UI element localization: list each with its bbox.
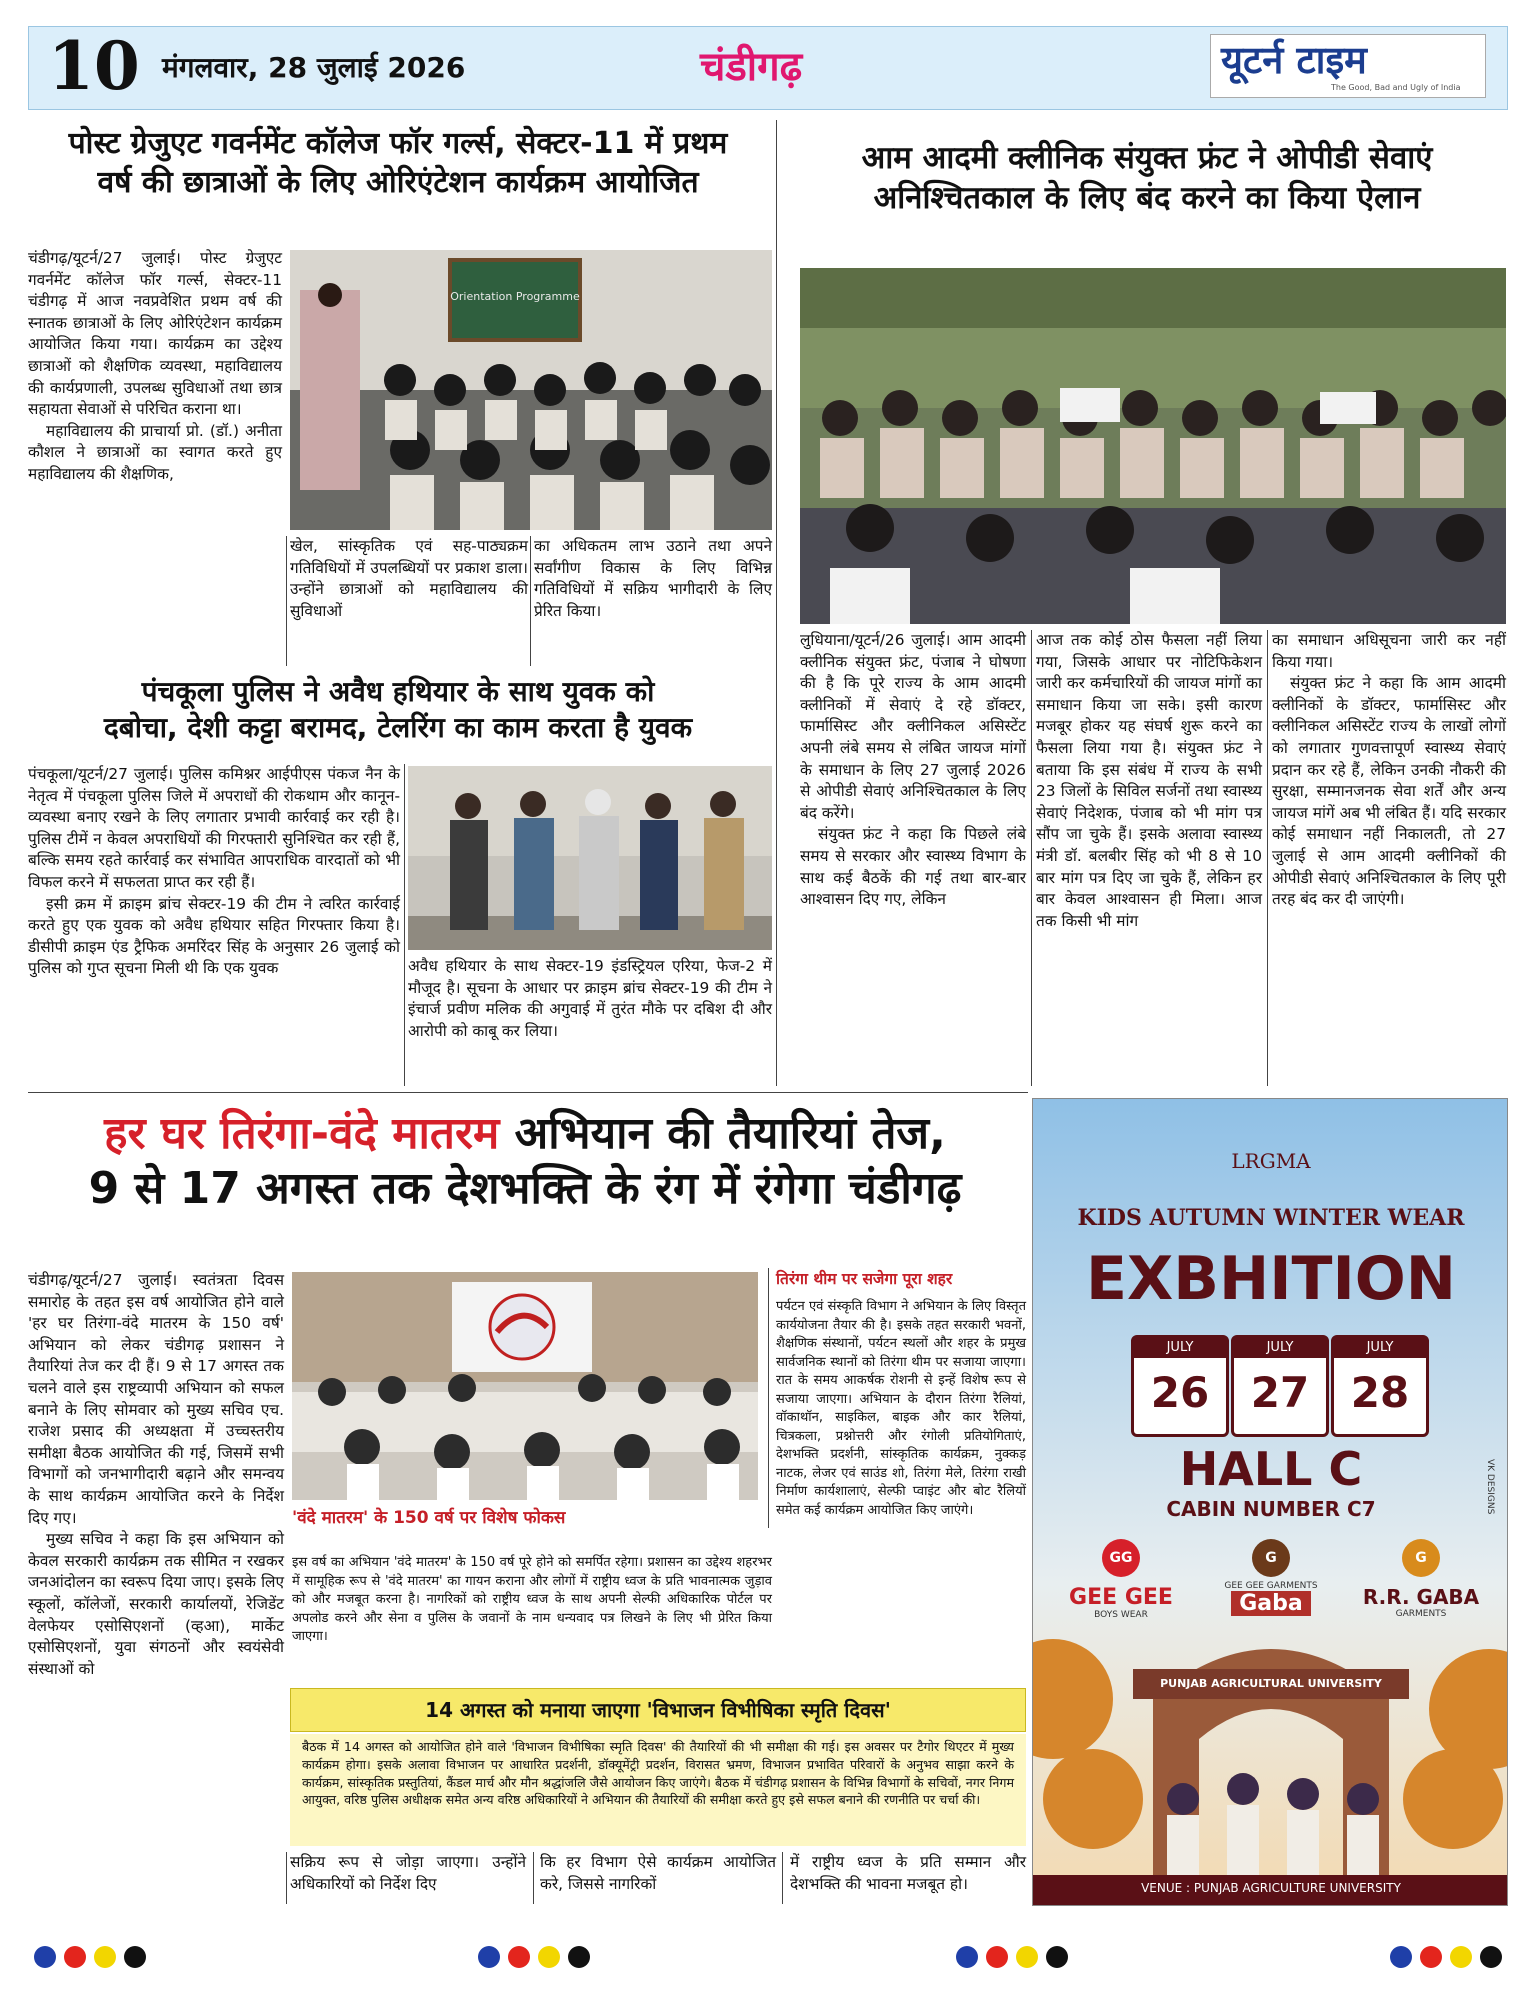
ad-venue: VENUE : PUNJAB AGRICULTURE UNIVERSITY — [1141, 1881, 1401, 1895]
sub1-text: इस वर्ष का अभियान 'वंदे मातरम' के 150 वर्ष पूरे होने को समर्पित रहेगा। प्रशासन का उद्देश्य शहरभर में सामूहिक रूप से 'वंदे मातरम' का गायन कराना और लोगों में राष्ट्रीय ध्वज के प्रति भावनात्मक जुड़ाव को और मजबूत करना है। नागरिकों को राष्ट्रीय ध्वज के साथ अपनी सेल्फी अधिकारिक पोर्टल पर अपलोड करने और सेना व पुलिस के जवानों के नाम धन्यवाद पत्र लिखने के लिए भी प्रेरित किया जाएगा। — [292, 1555, 772, 1644]
story4-headline: हर घर तिरंगा-वंदे मातरम अभियान की तैयारियां तेज, 9 से 17 अगस्त तक देशभक्ति के रंग में रंगेगा चंडीगढ़ — [88, 1108, 962, 1214]
blackboard-text: Orientation Programme — [450, 290, 580, 303]
sponsor-name: R.R. GABA — [1362, 1585, 1480, 1609]
ad-title-big: EXBHITION — [1086, 1244, 1456, 1314]
ad-date-month: JULY — [1234, 1338, 1326, 1358]
sponsor-badge: G — [1252, 1539, 1290, 1577]
sponsor-sub: GARMENTS — [1395, 1609, 1447, 1619]
story1-col2: खेल, सांस्कृतिक एवं सह-पाठ्यक्रम गतिविधियों में उपलब्धियों पर प्रकाश डाला। उन्होंने छात्राओं को महाविद्यालय की सुविधाओं — [290, 537, 528, 620]
sub1-title: 'वंदे मातरम' के 150 वर्ष पर विशेष फोकस — [292, 1508, 566, 1528]
col-rule — [286, 1852, 287, 1904]
story3-col1: लुधियाना/यूटर्न/26 जुलाई। आम आदमी क्लीनिक संयुक्त फ्रंट, पंजाब ने घोषणा की है कि पूरे राज्य के आम आदमी क्लीनिकों में सेवाएं दे रहे डॉक्टर, फार्मासिस्ट और क्लीनिकल असिस्टेंट अपनी लंबे समय से लंबित जायज मांगों के समाधान के लिए 27 जुलाई 2026 से ओपीडी सेवाएं अनिश्चितकाल के लिए बंद करेंगे। संयुक्त फ्रंट ने कहा कि पिछले लंबे समय से सरकार और स्वास्थ्य विभाग के साथ कई बैठकें की गई तथा बार-बार आश्वासन दिए गए, लेकिन — [800, 631, 1026, 909]
story1-photo — [290, 250, 772, 530]
registration-dots — [1390, 1946, 1502, 1968]
ad-cabin: CABIN NUMBER C7 — [1166, 1497, 1376, 1521]
sponsor-badge: GG — [1102, 1539, 1140, 1577]
column-divider — [776, 120, 777, 1086]
story4-col1: चंडीगढ़/यूटर्न/27 जुलाई। स्वतंत्रता दिवस समारोह के तहत इस वर्ष आयोजित होने वाले 'हर घर तिरंगा-वंदे मातरम के 150 वर्ष' अभियान को लेकर चंडीगढ़ प्रशासन ने तैयारियां तेज कर दी हैं। 9 से 17 अगस्त तक चलने वाले इस राष्ट्रव्यापी अभियान को सफल बनाने के लिए सोमवार को मुख्य सचिव एच. राजेश प्रसाद की अध्यक्षता में उच्चस्तरीय समीक्षा बैठक आयोजित की गई, जिसमें सभी विभागों को जनभागीदारी बढ़ाने और समन्वय के साथ कार्यक्रम आयोजित करने के निर्देश दिए गए। मुख्य सचिव ने कहा कि इस अभियान को केवल सरकारी कार्यक्रम तक सीमित न रखकर जनआंदोलन का स्वरूप दिया जाए। इसके लिए स्कूलों, कॉलेजों, सरकारी कार्यालयों, रेजिडेंट वेलफेयर एसोसिएशनों (व्हआ), मार्केट एसोसिएशनों, युवा संगठनों और स्वयंसेवी संस्थाओं को — [28, 1271, 284, 1678]
col-rule — [782, 1852, 783, 1904]
col-rule — [286, 536, 287, 666]
col-rule — [533, 1852, 534, 1904]
sub2-text: पर्यटन एवं संस्कृति विभाग ने अभियान के लिए विस्तृत कार्ययोजना तैयार की है। इसके तहत सरकारी भवनों, शैक्षणिक संस्थानों, पर्यटन स्थलों और शहर के प्रमुख सार्वजनिक स्थानों को तिरंगा थीम पर सजाया जाएगा। रात के समय आकर्षक रोशनी से इन्हें विशेष रूप से सजाया जाएगा। अभियान के दौरान तिरंगा रैलियां, वॉकाथॉन, साइकिल, बाइक और कार रैलियां, चित्रकला, प्रश्नोत्तरी और रंगोली प्रतियोगिताएं, देशभक्ति प्रदर्शनी, सांस्कृतिक कार्यक्रम, नुक्कड़ नाटक, लेजर एवं साउंड शो, तिरंगा मेले, तिरंगा राखी निर्माण कार्यशालाएं, सेल्फी प्वाइंट और बोट रैलियों समेत कई कार्यक्रम आयोजित किए जाएंगे। — [776, 1299, 1026, 1518]
story4-photo — [292, 1272, 758, 1500]
sponsor-badge: G — [1402, 1539, 1440, 1577]
newspaper-logo — [1210, 34, 1486, 98]
sponsor-rr-gaba — [1353, 1539, 1489, 1619]
ad-side-text: VK DESIGNS — [1485, 1459, 1495, 1515]
ad-date-day: 27 — [1250, 1368, 1310, 1417]
story2-col1: पंचकूला/यूटर्न/27 जुलाई। पुलिस कमिश्नर आईपीएस पंकज नैन के नेतृत्व में पंचकूला पुलिस जिले में अपराधों की रोकथाम और कानून-व्यवस्था बनाए रखने के लिए लगातार प्रभावी कार्रवाई कर रही है। पुलिस टीमें न केवल अपराधियों की गिरफ्तारी सुनिश्चित कर रही हैं, बल्कि समय रहते कार्रवाई कर संभावित आपराधिक वारदातों को भी विफल करने में सफलता प्राप्त कर रही हैं। इसी क्रम में क्राइम ब्रांच सेक्टर-19 की टीम ने त्वरित कार्रवाई करते हुए एक युवक को अवैध हथियार सहित गिरफ्तार किया है। डीसीपी क्राइम एंड ट्रैफिक अमरिंदर सिंह के अनुसार 26 जुलाई को पुलिस को गुप्त सूचना मिली थी कि एक युवक — [28, 765, 400, 978]
story1-col1: चंडीगढ़/यूटर्न/27 जुलाई। पोस्ट ग्रेजुएट गवर्नमेंट कॉलेज फॉर गर्ल्स, सेक्टर-11 चंडीगढ़ में आज नवप्रवेशित प्रथम वर्ष की स्नातक छात्राओं के लिए ओरिएंटेशन कार्यक्रम आयोजित किया गया। कार्यक्रम का उद्देश्य छात्राओं को शैक्षणिक व्यवस्था, महाविद्यालय की कार्यप्रणाली, उपलब्ध सुविधाओं तथा छात्र सहायता सेवाओं से परिचित कराना था। महाविद्यालय की प्राचार्या प्रो. (डॉ.) अनीता कौशल ने छात्राओं का स्वागत करते हुए महाविद्यालय की शैक्षणिक, — [28, 249, 282, 483]
ad-date-month: JULY — [1334, 1338, 1426, 1358]
story4-bottom-col3: में राष्ट्रीय ध्वज के प्रति सम्मान और देशभक्ति की भावना मजबूत हो। — [790, 1853, 1026, 1893]
story3-headline: आम आदमी क्लीनिक संयुक्त फ्रंट ने ओपीडी सेवाएं अनिश्चितकाल के लिए बंद करने का किया ऐलान — [861, 140, 1433, 217]
story3-col2: आज तक कोई ठोस फैसला नहीं लिया गया, जिसके आधार पर नोटिफिकेशन जारी कर कर्मचारियों की जायज मांगों का समाधान किया जा सके। इसी कारण मजबूर होकर यह संघर्ष शुरू करने का फैसला लिया गया है। संयुक्त फ्रंट ने बताया कि इस संबंध में राज्य के सभी 23 जिलों के सिविल सर्जनों तथा स्वास्थ्य सेवाएं निदेशक, पंजाब को भी मांग पत्र सौंप जा चुके हैं। इसके अलावा स्वास्थ्य मंत्री डॉ. बलबीर सिंह को भी 8 से 10 बार मांग पत्र दिए जा चुके हैं, लेकिन हर बार केवल आश्वासन ही मिला। आज तक किसी भी मांग — [1036, 631, 1262, 930]
ad-date-card — [1331, 1335, 1429, 1437]
col-rule — [1031, 630, 1032, 1086]
story4-bottom-col1: सक्रिय रूप से जोड़ा जाएगा। उन्होंने अधिकारियों को निर्देश दिए — [290, 1853, 526, 1893]
story3-photo — [800, 268, 1506, 624]
sponsor-gaba — [1203, 1539, 1339, 1616]
ad-arch-label: PUNJAB AGRICULTURAL UNIVERSITY — [1160, 1677, 1382, 1690]
headline-red: हर घर तिरंगा-वंदे मातरम — [104, 1108, 500, 1159]
sub2-title: तिरंगा थीम पर सजेगा पूरा शहर — [776, 1270, 953, 1288]
story1-col3: का अधिकतम लाभ उठाने तथा अपने सर्वांगीण विकास के लिए विभिन्न गतिविधियों में सक्रिय भागीदारी के लिए प्रेरित किया। — [534, 537, 772, 620]
sponsor-name: GEE GEE — [1069, 1585, 1173, 1610]
ad-title-small: KIDS AUTUMN WINTER WEAR — [1077, 1205, 1465, 1231]
story2-col2: अवैध हथियार के साथ सेक्टर-19 इंडस्ट्रियल एरिया, फेज-2 में मौजूद है। सूचना के आधार पर क्राइम ब्रांच सेक्टर-19 की टीम ने इंचार्ज प्रवीण मलिक की अगुवाई में तुरंत मौके पर दबिश दी और आरोपी को काबू कर लिया। — [408, 957, 772, 1040]
story1-headline: पोस्ट ग्रेजुएट गवर्नमेंट कॉलेज फॉर गर्ल्स, सेक्टर-11 में प्रथम वर्ष की छात्राओं के लिए ओरिएंटेशन कार्यक्रम आयोजित — [68, 126, 728, 200]
logo-tagline: The Good, Bad and Ugly of India — [1331, 83, 1461, 92]
yellow-box-text: बैठक में 14 अगस्त को आयोजित होने वाले 'विभाजन विभीषिका स्मृति दिवस' की तैयारियों की भी समीक्षा की गई। इस अवसर पर टैगोर थिएटर में मुख्य कार्यक्रम होगा। इसके अलावा विभाजन पर आधारित प्रदर्शनी, डॉक्यूमेंट्री प्रदर्शन, विरासत भ्रमण, विभाजन प्रभावित परिवारों के अनुभव साझा करने के कार्यक्रम, सांस्कृतिक प्रस्तुतियां, कैंडल मार्च और मौन श्रद्धांजलि जैसे आयोजन किए जाएंगे। बैठक में चंडीगढ़ प्रशासन के विभिन्न विभागों के सचिवों, नगर निगम आयुक्त, वरिष्ठ पुलिस अधीक्षक समेत अन्य वरिष्ठ अधिकारियों ने अभियान की तैयारियों की समीक्षा करते हुए इसे सफल बनाने की रणनीति पर चर्चा की। — [290, 1734, 1026, 1846]
story2-photo — [408, 766, 772, 950]
sponsor-gee-gee — [1053, 1539, 1189, 1620]
story2-headline: पंचकूला पुलिस ने अवैध हथियार के साथ युवक को दबोचा, देशी कट्टा बरामद, टेलरिंग का काम करता है युवक — [103, 675, 693, 745]
page-number: 10 — [48, 27, 140, 105]
sponsor-sub: GEE GEE GARMENTS — [1224, 1581, 1318, 1591]
ad-brand: LRGMA — [1231, 1149, 1311, 1173]
yellow-box-title: 14 अगस्त को मनाया जाएगा 'विभाजन विभीषिका स्मृति दिवस' — [425, 1698, 891, 1722]
section-city: चंडीगढ़ — [700, 44, 803, 90]
exhibition-advert — [1032, 1098, 1508, 1906]
yellow-box-title-bar — [290, 1688, 1026, 1732]
logo-text: यूटर्न टाइम — [1221, 38, 1367, 82]
ad-date-month: JULY — [1134, 1338, 1226, 1358]
col-rule — [768, 1268, 769, 1528]
ad-date-card — [1231, 1335, 1329, 1437]
registration-dots — [478, 1946, 590, 1968]
story3-col3: का समाधान अधिसूचना जारी कर नहीं किया गया। संयुक्त फ्रंट ने कहा कि आम आदमी क्लीनिकों के डॉक्टर, फार्मासिस्ट और क्लीनिकल असिस्टेंट राज्य के लाखों लोगों को लगातार गुणवत्तापूर्ण स्वास्थ्य सेवाएं प्रदान कर रहे हैं, लेकिन उनकी नौकरी की सुरक्षा, सम्मानजनक सेवा शर्तें और अन्य जायज मांगें अब भी लंबित हैं। यदि सरकार कोई समाधान नहीं निकालती, तो 27 जुलाई से आम आदमी क्लीनिकों की ओपीडी सेवाएं अनिश्चितकाल के लिए पूरी तरह बंद कर दी जाएंगी। — [1272, 631, 1506, 909]
sponsor-sub: BOYS WEAR — [1094, 1610, 1148, 1620]
page-date: मंगलवार, 28 जुलाई 2026 — [162, 51, 466, 84]
ad-hall: HALL C — [1179, 1442, 1363, 1496]
ad-date-day: 28 — [1350, 1368, 1410, 1417]
registration-dots — [956, 1946, 1068, 1968]
ad-date-day: 26 — [1150, 1368, 1210, 1417]
story4-bottom-col2: कि हर विभाग ऐसे कार्यक्रम आयोजित करे, जिससे नागरिकों — [540, 1853, 776, 1893]
col-rule — [530, 536, 531, 666]
col-rule — [1267, 630, 1268, 1086]
registration-dots — [34, 1946, 146, 1968]
col-rule — [404, 764, 405, 1086]
section-rule — [28, 1092, 1028, 1093]
sponsor-name: Gaba — [1231, 1591, 1311, 1616]
ad-date-card — [1131, 1335, 1229, 1437]
